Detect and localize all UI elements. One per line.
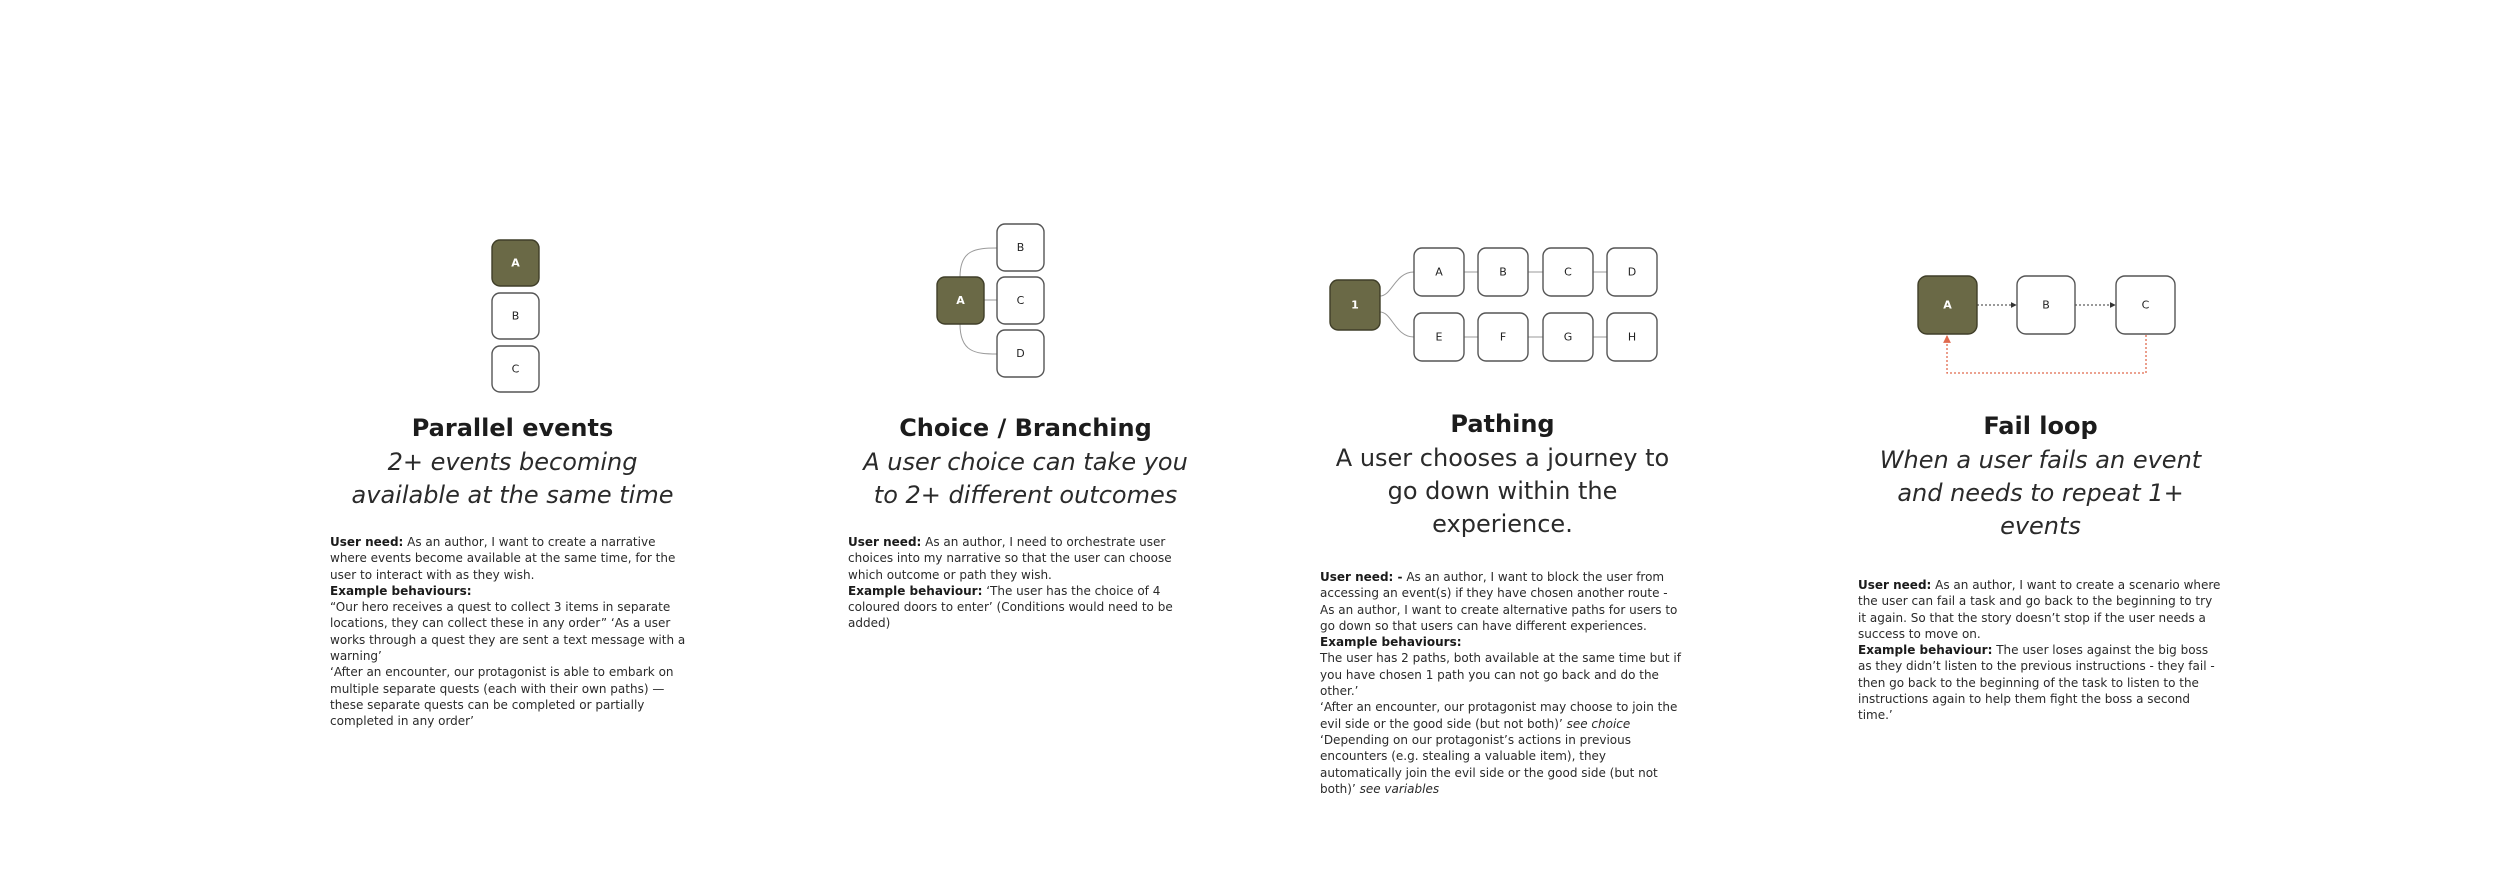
- svg-text:C: C: [511, 362, 520, 376]
- pathing-node-g[interactable]: [1543, 313, 1593, 361]
- choice-node-d[interactable]: [997, 330, 1044, 377]
- svg-text:B: B: [1016, 241, 1025, 254]
- svg-text:A: A: [1943, 298, 1952, 312]
- section-title: Parallel events: [411, 414, 614, 442]
- svg-text:A: A: [1435, 265, 1443, 279]
- svg-text:A: A: [511, 256, 520, 270]
- pathing-node-d[interactable]: [1607, 248, 1657, 296]
- pathing-section: [1320, 408, 1685, 797]
- section-subtitle: 2+ events becoming available at the same time: [351, 448, 674, 509]
- example-behaviour: Example behaviour: ‘The user has the choice of 4 coloured doors to enter’ (Conditions would need to be added): [848, 583, 1173, 631]
- user-need: User need: As an author, I want to create a scenario where the user can fail a task and go back to the beginning to try it again. So that the story doesn’t stop if the user needs a success to move on.: [1858, 578, 2221, 641]
- pathing-node-c[interactable]: [1543, 248, 1593, 296]
- pathing-node-f[interactable]: [1478, 313, 1528, 361]
- pathing-node-e[interactable]: [1414, 313, 1464, 361]
- svg-text:D: D: [1627, 265, 1637, 279]
- section-description: [848, 534, 1203, 632]
- branch-connector-b: [960, 248, 997, 277]
- svg-text:E: E: [1435, 330, 1443, 344]
- example-item: ‘After an encounter, our protagonist may choose to join the evil side or the good side (but not both)’ see choice: [1320, 700, 1678, 731]
- branch-connector-d: [960, 324, 997, 354]
- example-behaviour: Example behaviour: The user loses against the big boss as they didn’t listen to the previous instructions - they fail - then go back to the beginning of the task to listen to the instructions again to help them fight the boss a second time.’: [1858, 643, 2215, 723]
- path-connector-bottom: [1380, 312, 1414, 337]
- svg-text:C: C: [1016, 294, 1025, 307]
- loop-return-arrow: [1947, 335, 2146, 373]
- svg-text:1: 1: [1351, 298, 1359, 312]
- svg-text:C: C: [2141, 298, 2150, 312]
- svg-text:B: B: [1499, 265, 1507, 279]
- choice-node-b[interactable]: [997, 224, 1044, 271]
- example-label: Example behaviours:: [330, 583, 472, 598]
- loop-node-a[interactable]: [1918, 276, 1977, 334]
- user-need: User need: As an author, I need to orchestrate user choices into my narrative so that the user can choose which outcome or path they wish.: [848, 535, 1172, 582]
- parallel-events-section: [330, 412, 695, 730]
- choice-diagram: [937, 224, 1044, 377]
- user-need: User need: As an author, I want to create a narrative where events become available at the same time, for the user to interact with as they wish.: [330, 535, 676, 582]
- pathing-node-a[interactable]: [1414, 248, 1464, 296]
- loop-node-c[interactable]: [2116, 276, 2175, 334]
- example-label: Example behaviours:: [1320, 635, 1462, 650]
- pathing-diagram: [1330, 248, 1657, 361]
- section-subtitle: A user chooses a journey to go down within the experience.: [1335, 444, 1670, 538]
- svg-text:F: F: [1499, 330, 1507, 344]
- section-description: [330, 534, 695, 730]
- section-subtitle: A user choice can take you to 2+ different outcomes: [863, 448, 1188, 509]
- pathing-node-h[interactable]: [1607, 313, 1657, 361]
- section-description: [1858, 577, 2223, 724]
- svg-text:G: G: [1563, 330, 1573, 344]
- example-item: ‘After an encounter, our protagonist is able to embark on multiple separate quests (each with their own paths) — these separate quests can be completed or partially completed in any order’: [330, 665, 674, 729]
- section-subtitle: When a user fails an event and needs to repeat 1+ events: [1879, 446, 2202, 540]
- svg-text:D: D: [1016, 347, 1025, 360]
- svg-text:B: B: [511, 309, 520, 323]
- pathing-node-1[interactable]: [1330, 280, 1380, 330]
- parallel-node-b[interactable]: [492, 293, 539, 339]
- choice-node-c[interactable]: [997, 277, 1044, 324]
- section-title: Fail loop: [1983, 412, 2098, 440]
- section-title: Choice / Branching: [899, 414, 1152, 442]
- parallel-node-c[interactable]: [492, 346, 539, 392]
- path-connector-top: [1380, 272, 1414, 296]
- fail-loop-section: [1858, 410, 2223, 724]
- example-item: “Our hero receives a quest to collect 3 items in separate locations, they can collect these in any order” ‘As a user works through a quest they are sent a text message with a warning’: [330, 600, 686, 664]
- choice-branching-section: [848, 412, 1203, 632]
- section-title: Pathing: [1450, 410, 1555, 438]
- loop-node-b[interactable]: [2017, 276, 2075, 334]
- example-item: ‘Depending on our protagonist’s actions in previous encounters (e.g. stealing a valuable item), they automatically join the evil side or the good side (but not both)’ see variables: [1320, 732, 1658, 796]
- svg-text:C: C: [1564, 265, 1572, 279]
- pathing-node-b[interactable]: [1478, 248, 1528, 296]
- choice-node-a[interactable]: [937, 277, 984, 324]
- parallel-node-a[interactable]: [492, 240, 539, 286]
- parallel-diagram: [492, 240, 539, 392]
- svg-text:A: A: [956, 294, 965, 307]
- fail-loop-diagram: [1918, 276, 2175, 373]
- user-need: User need: - As an author, I want to block the user from accessing an event(s) if they have chosen another route - As an author, I want to create alternative paths for users to go down so that users can have different experiences.: [1320, 570, 1678, 633]
- example-item: The user has 2 paths, both available at the same time but if you have chosen 1 path you can not go back and do the other.’: [1320, 651, 1681, 699]
- svg-text:H: H: [1627, 330, 1637, 344]
- svg-text:B: B: [2042, 298, 2050, 312]
- section-description: [1320, 569, 1685, 797]
